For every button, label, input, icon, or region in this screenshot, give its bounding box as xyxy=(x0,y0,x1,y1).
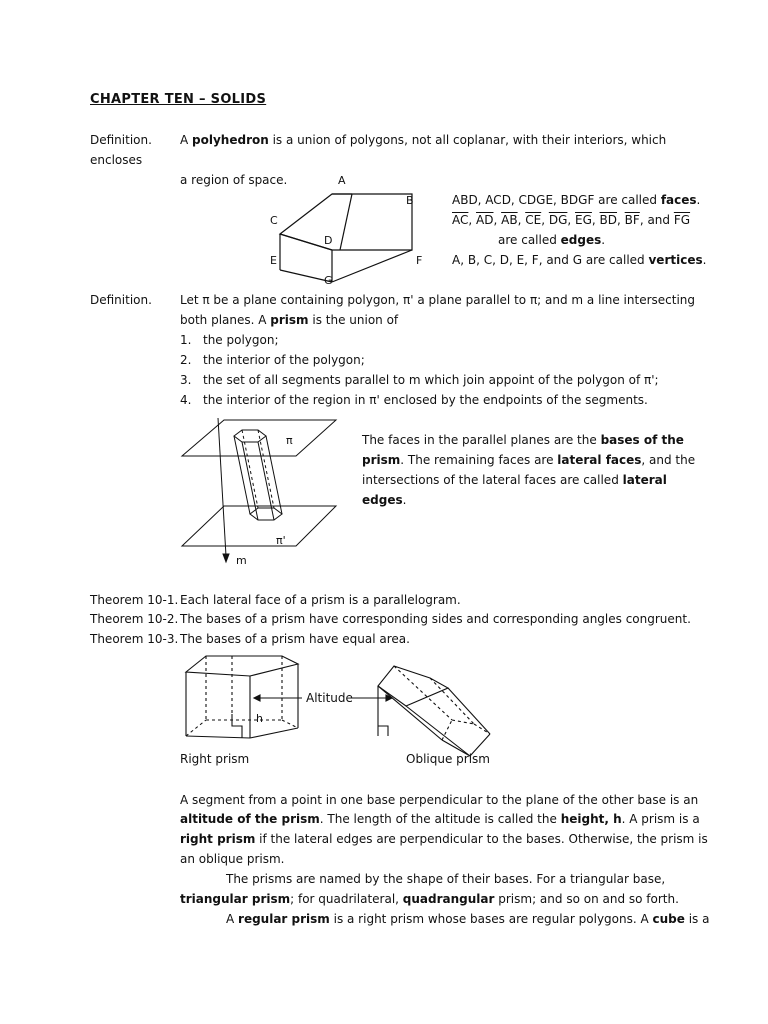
list-item-text: the polygon; xyxy=(203,333,279,347)
vertex-label-g: G xyxy=(324,274,333,287)
bases-paragraph-line4: edges. xyxy=(362,493,407,507)
edges-line2: are called edges. xyxy=(498,233,606,247)
list-item: 3. xyxy=(180,373,192,387)
edges-line: $\overline{AC}$, $\overline{AD}$, $\overline{AB}$, $\overline{CE}$, $\overline{DG}$, $\overline{EG}$, $\overline{BD}$, $\overline{BF}$, and $\overline{FG}$ xyxy=(452,213,691,227)
bases-paragraph-line3: intersections of the lateral faces are called lateral xyxy=(362,473,667,487)
list-item: 1. xyxy=(180,333,192,347)
definition-label-continuation: encloses xyxy=(90,153,143,167)
vertex-label-e: E xyxy=(270,254,277,267)
vertex-label-d: D xyxy=(324,234,333,247)
prism-definition-line1: Let π be a plane containing polygon, π' a plane parallel to π; and m a line intersecting xyxy=(180,293,696,307)
altitude-paragraph-line1: A segment from a point in one base perpendicular to the plane of the other base is an xyxy=(180,793,699,807)
definition-label-2: Definition. xyxy=(90,293,152,307)
polyhedron-definition-line1: A polyhedron is a union of polygons, not all coplanar, with their interiors, which xyxy=(180,133,667,147)
theorem-label: Theorem 10-3. xyxy=(90,632,179,646)
prism-definition-line2: both planes. A prism is the union of xyxy=(180,313,399,327)
list-item-text: the interior of the polygon; xyxy=(203,353,365,367)
theorem-label: Theorem 10-1. xyxy=(90,593,179,607)
theorem-text: Each lateral face of a prism is a parallelogram. xyxy=(180,593,461,607)
theorem-text: The bases of a prism have corresponding sides and corresponding angles congruent. xyxy=(180,612,691,626)
line-m-label: m xyxy=(236,554,247,567)
list-item: 4. xyxy=(180,393,192,407)
named-paragraph-line2: triangular prism; for quadrilateral, quadrangular prism; and so on and so forth. xyxy=(180,892,679,906)
vertex-label-a: A xyxy=(338,174,346,187)
height-label: h xyxy=(256,712,263,725)
vertex-label-b: B xyxy=(406,194,414,207)
polyhedron-figure xyxy=(262,170,442,290)
faces-line: ABD, ACD, CDGE, BDGF are called faces. xyxy=(452,193,701,207)
vertex-label-f: F xyxy=(416,254,423,267)
altitude-paragraph-line4: an oblique prism. xyxy=(180,852,285,866)
list-item-text: the set of all segments parallel to m which join appoint of the polygon of π'; xyxy=(203,373,659,387)
chapter-title: CHAPTER TEN – SOLIDS xyxy=(90,92,267,107)
named-paragraph-line1: The prisms are named by the shape of their bases. For a triangular base, xyxy=(226,872,666,886)
altitude-label: Altitude xyxy=(306,691,353,705)
theorem-text: The bases of a prism have equal area. xyxy=(180,632,410,646)
altitude-paragraph-line3: right prism if the lateral edges are perpendicular to the bases. Otherwise, the prism is xyxy=(180,832,708,846)
theorem-label: Theorem 10-2. xyxy=(90,612,179,626)
altitude-paragraph-line2: altitude of the prism. The length of the altitude is called the height, h. A prism is a xyxy=(180,812,700,826)
plane-pi-prime-label: π' xyxy=(276,534,286,547)
oblique-prism-caption: Oblique prism xyxy=(406,752,490,766)
bases-paragraph-line2: prism. The remaining faces are lateral faces, and the xyxy=(362,453,696,467)
vertex-label-c: C xyxy=(270,214,278,227)
bases-paragraph-line1: The faces in the parallel planes are the bases of the xyxy=(362,433,684,447)
regular-paragraph-line1: A regular prism is a right prism whose bases are regular polygons. A cube is a xyxy=(226,912,710,926)
vertices-line: A, B, C, D, E, F, and G are called vertices. xyxy=(452,253,707,267)
list-item: 2. xyxy=(180,353,192,367)
right-prism-caption: Right prism xyxy=(180,752,250,766)
definition-label: Definition. xyxy=(90,133,152,147)
list-item-text: the interior of the region in π' enclosed by the endpoints of the segments. xyxy=(203,393,648,407)
prism-planes-figure xyxy=(178,414,358,574)
plane-pi-label: π xyxy=(286,434,293,447)
polyhedron-definition-line2: a region of space. xyxy=(180,173,288,187)
right-oblique-prism-figure xyxy=(180,652,500,752)
